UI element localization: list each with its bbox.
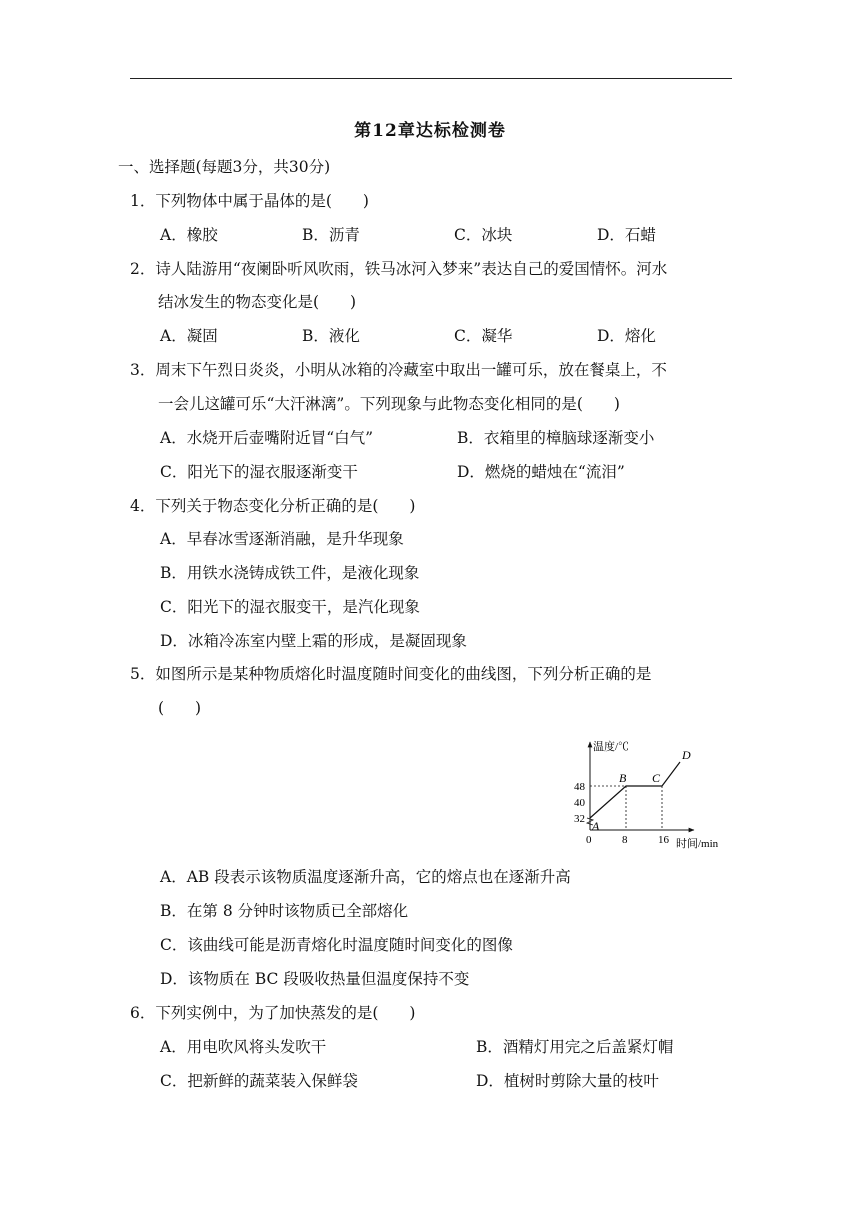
question-5-option-b: B．在第 8 分钟时该物质已全部熔化 xyxy=(160,902,409,920)
question-1-text: 1．下列物体中属于晶体的是( ) xyxy=(130,192,369,210)
x-tick-label: 8 xyxy=(622,834,628,846)
question-4-option-b: B．用铁水浇铸成铁工件，是液化现象 xyxy=(160,564,420,582)
x-axis-label: 时间/min xyxy=(676,838,719,850)
melting-curve-line xyxy=(590,762,680,818)
point-label-b: B xyxy=(619,771,627,785)
question-2-text-cont: 结冰发生的物态变化是( ) xyxy=(158,293,357,311)
y-axis-label: 温度/℃ xyxy=(593,741,630,753)
question-6-text: 6．下列实例中，为了加快蒸发的是( ) xyxy=(130,1004,416,1022)
melting-curve-chart xyxy=(566,732,736,854)
question-6-option-c: C．把新鲜的蔬菜装入保鲜袋 xyxy=(160,1072,358,1090)
question-3-text-cont: 一会儿这罐可乐“大汗淋漓”。下列现象与此物态变化相同的是( ) xyxy=(158,395,620,413)
point-label-c: C xyxy=(652,771,661,785)
question-4-option-d: D．冰箱冷冻室内壁上霜的形成，是凝固现象 xyxy=(160,632,467,650)
question-4-option-a: A．早春冰雪逐渐消融，是升华现象 xyxy=(160,530,404,548)
y-tick-label: 40 xyxy=(574,797,585,809)
question-3-text: 3．周末下午烈日炎炎，小明从冰箱的冷藏室中取出一罐可乐，放在餐桌上，不 xyxy=(130,361,667,379)
y-tick-label: 48 xyxy=(574,781,585,793)
x-tick-label: 0 xyxy=(586,834,592,846)
question-2-text: 2．诗人陆游用“夜阑卧听风吹雨，铁马冰河入梦来”表达自己的爱国情怀。河水 xyxy=(130,260,668,278)
question-5-text: 5．如图所示是某种物质熔化时温度随时间变化的曲线图，下列分析正确的是 xyxy=(130,665,652,683)
page-title: 第12章达标检测卷 xyxy=(354,121,506,141)
top-rule xyxy=(130,78,732,79)
question-1-option-c: C．冰块 xyxy=(454,226,513,244)
question-1-option-d: D．石蜡 xyxy=(597,226,656,244)
question-3-option-a: A．水烧开后壶嘴附近冒“白气” xyxy=(160,429,374,447)
question-2-option-a: A．凝固 xyxy=(160,327,218,345)
point-label-d: D xyxy=(682,748,691,762)
question-6-option-d: D．植树时剪除大量的枝叶 xyxy=(476,1072,659,1090)
question-2-option-d: D．熔化 xyxy=(597,327,656,345)
question-5-text-cont: ( ) xyxy=(158,699,202,717)
question-2-option-b: B．液化 xyxy=(302,327,360,345)
point-label-a: A xyxy=(592,819,600,833)
question-6-option-b: B．酒精灯用完之后盖紧灯帽 xyxy=(476,1038,674,1056)
question-3-option-b: B．衣箱里的樟脑球逐渐变小 xyxy=(457,429,655,447)
question-4-option-c: C．阳光下的湿衣服变干，是汽化现象 xyxy=(160,598,420,616)
question-5-option-c: C．该曲线可能是沥青熔化时温度随时间变化的图像 xyxy=(160,936,513,954)
question-4-text: 4．下列关于物态变化分析正确的是( ) xyxy=(130,497,416,515)
x-tick-label: 16 xyxy=(658,834,669,846)
question-5-option-a: A．AB 段表示该物质温度逐渐升高，它的熔点也在逐渐升高 xyxy=(160,868,571,886)
y-tick-label: 32 xyxy=(574,813,585,825)
question-1-option-b: B．沥青 xyxy=(302,226,360,244)
question-5-option-d: D．该物质在 BC 段吸收热量但温度保持不变 xyxy=(160,970,470,988)
question-3-option-d: D．燃烧的蜡烛在“流泪” xyxy=(457,463,625,481)
question-2-option-c: C．凝华 xyxy=(454,327,513,345)
question-6-option-a: A．用电吹风将头发吹干 xyxy=(160,1038,327,1056)
question-3-option-c: C．阳光下的湿衣服逐渐变干 xyxy=(160,463,358,481)
section-heading: 一、选择题(每题3分，共30分) xyxy=(118,158,331,176)
question-1-option-a: A．橡胶 xyxy=(160,226,218,244)
